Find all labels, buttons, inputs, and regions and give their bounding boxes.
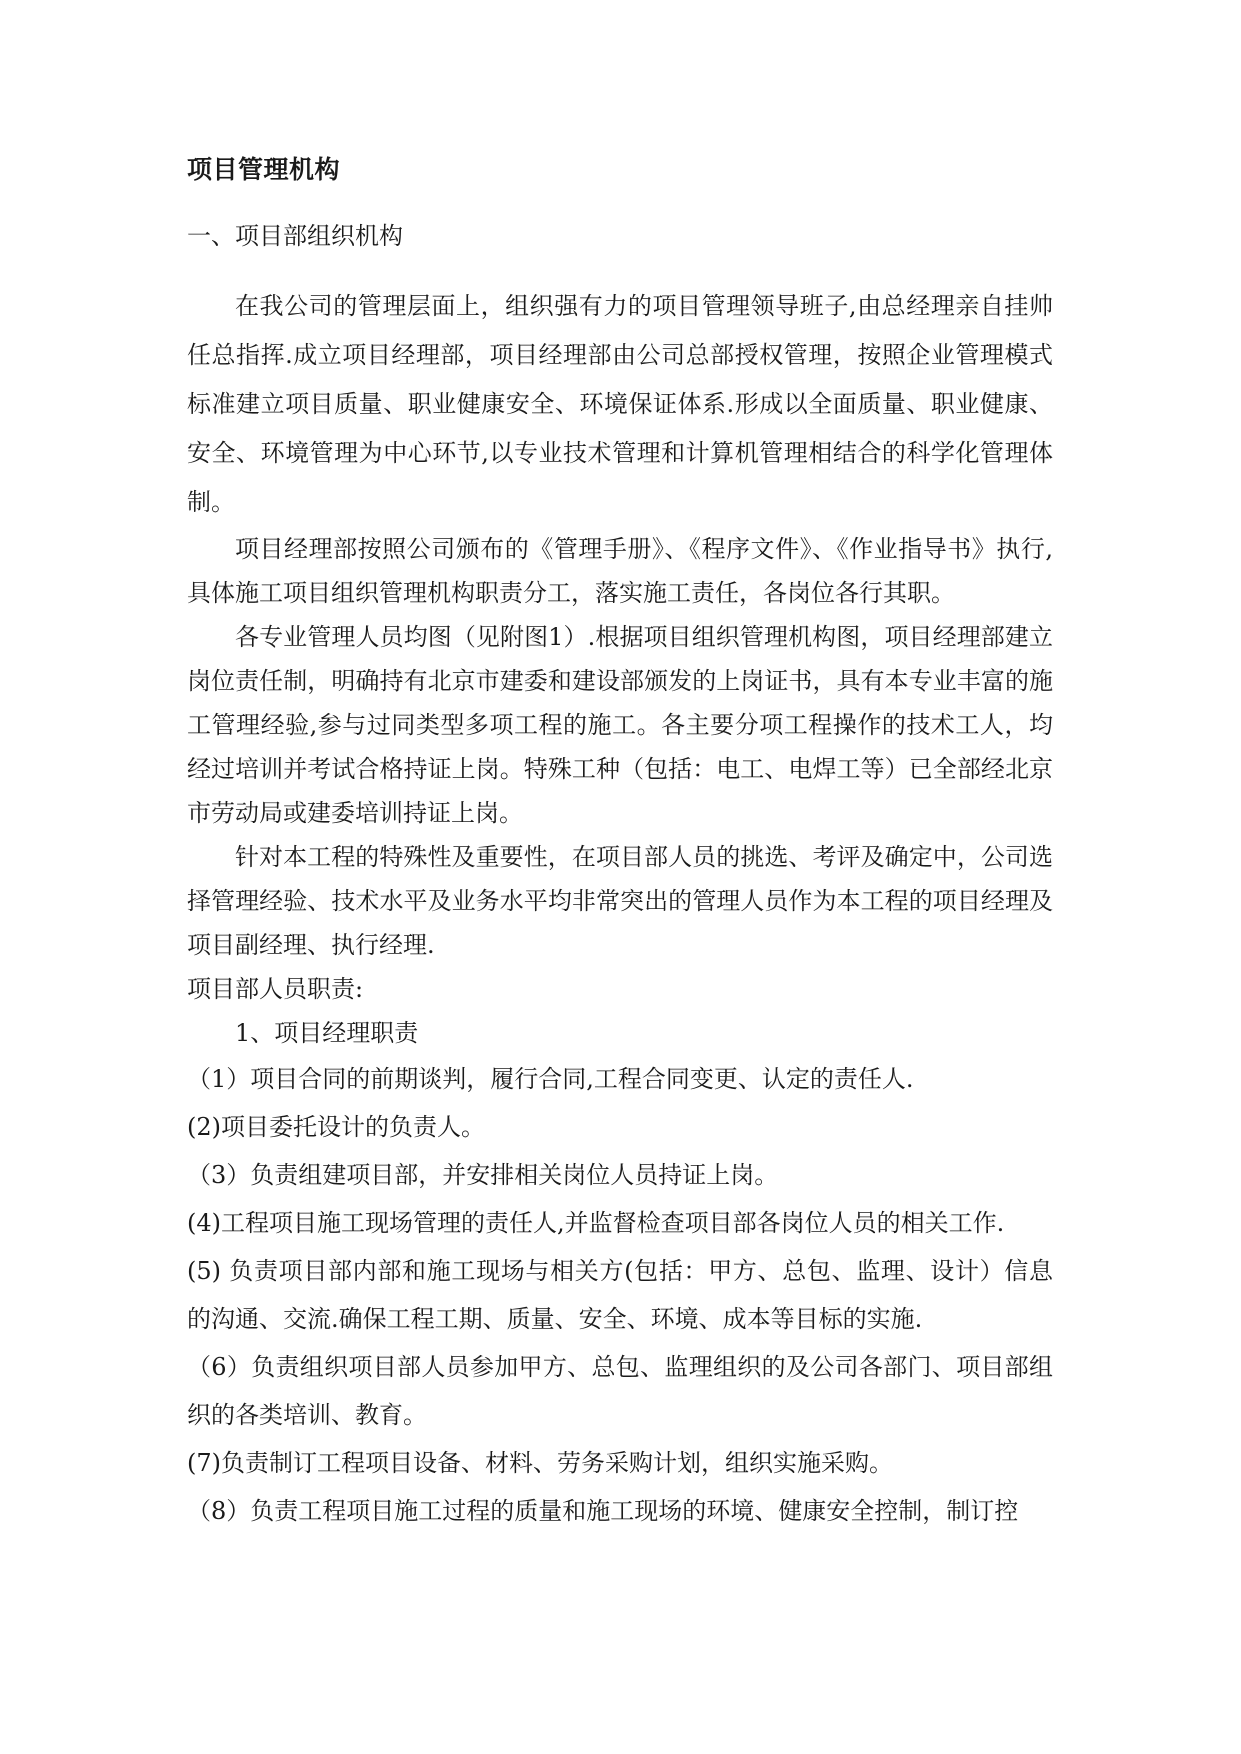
duty-item: （8）负责工程项目施工过程的质量和施工现场的环境、健康安全控制，制订控 — [187, 1497, 1019, 1525]
document-title: 项目管理机构 — [187, 155, 341, 184]
paragraph-selection: 针对本工程的特殊性及重要性，在项目部人员的挑选、考评及确定中，公司选择管理经验、技术水平及业务水平均非常突出的管理人员作为本工程的项目经理及项目副经理、执行经理. — [187, 843, 1053, 959]
duties-subheading: 1、项目经理职责 — [235, 1019, 419, 1047]
document-body — [187, 150, 1053, 1535]
duty-item: (7)负责制订工程项目设备、材料、劳务采购计划，组织实施采购。 — [187, 1449, 893, 1477]
duty-item: (4)工程项目施工现场管理的责任人,并监督检查项目部各岗位人员的相关工作. — [187, 1209, 1005, 1237]
paragraph-personnel: 各专业管理人员均图（见附图1）.根据项目组织管理机构图，项目经理部建立岗位责任制，明确持有北京市建委和建设部颁发的上岗证书，具有本专业丰富的施工管理经验,参与过同类型多项工程的施工。各主要分项工程操作的技术工人，均经过培训并考试合格持证上岗。特殊工种（包括：电工、电焊工等）已全部经北京市劳动局或建委培训持证上岗。 — [187, 623, 1053, 827]
duty-item: （6）负责组织项目部人员参加甲方、总包、监理组织的及公司各部门、项目部组织的各类培训、教育。 — [187, 1353, 1053, 1429]
section-heading: 一、项目部组织机构 — [187, 222, 403, 250]
paragraph-manuals: 项目经理部按照公司颁布的《管理手册》、《程序文件》、《作业指导书》执行,具体施工项目组织管理机构职责分工，落实施工责任，各岗位各行其职。 — [187, 535, 1053, 607]
duty-item: (5) 负责项目部内部和施工现场与相关方(包括：甲方、总包、监理、设计）信息的沟通、交流.确保工程工期、质量、安全、环境、成本等目标的实施. — [187, 1257, 1053, 1333]
duty-item: （1）项目合同的前期谈判，履行合同,工程合同变更、认定的责任人. — [187, 1065, 914, 1093]
paragraph-management-structure: 在我公司的管理层面上，组织强有力的项目管理领导班子,由总经理亲自挂帅任总指挥.成立项目经理部，项目经理部由公司总部授权管理，按照企业管理模式标准建立项目质量、职业健康安全、环境保证体系.形成以全面质量、职业健康、安全、环境管理为中心环节,以专业技术管理和计算机管理相结合的科学化管理体制。 — [187, 292, 1053, 516]
duty-item: (2)项目委托设计的负责人。 — [187, 1113, 485, 1141]
duty-item: （3）负责组建项目部，并安排相关岗位人员持证上岗。 — [187, 1161, 779, 1189]
duties-label: 项目部人员职责: — [187, 975, 364, 1003]
